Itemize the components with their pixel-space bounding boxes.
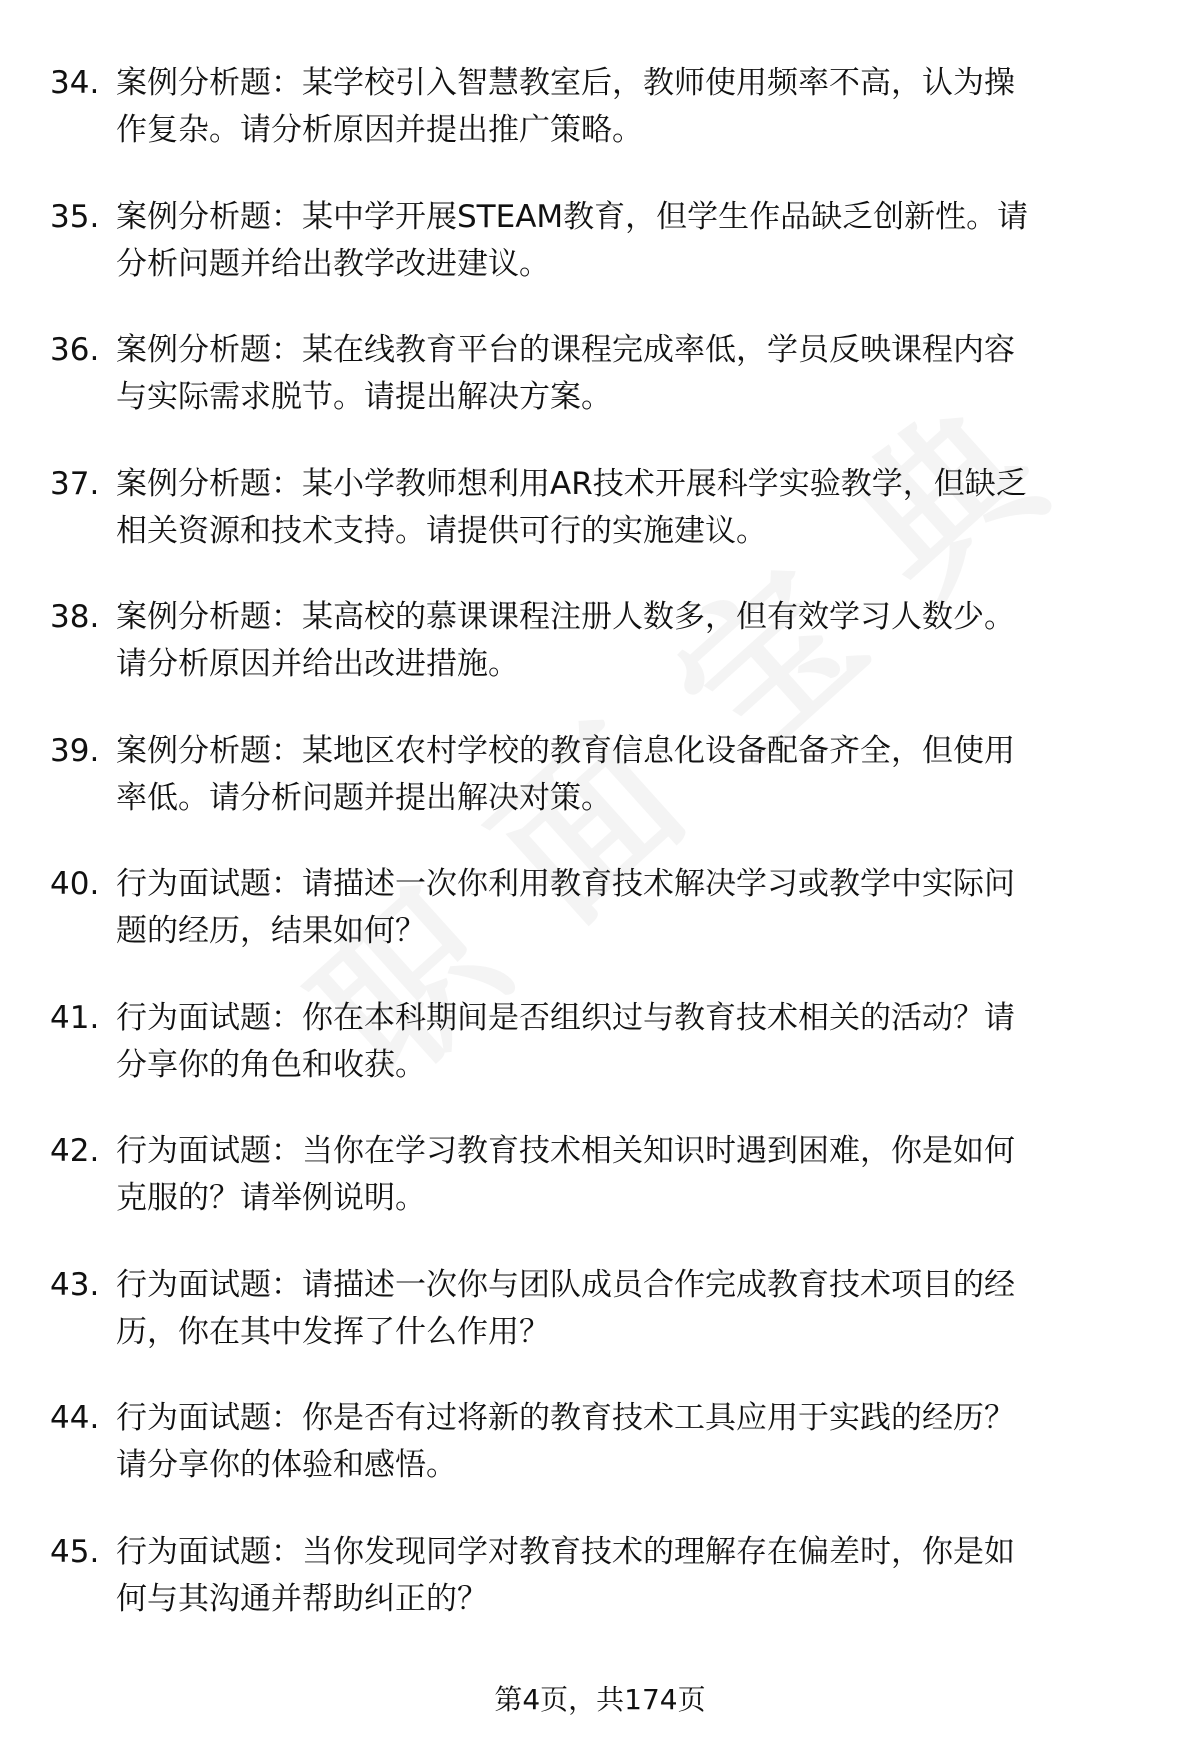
list-item: [0, 861, 1200, 995]
list-item: [0, 728, 1200, 862]
list-item: [0, 60, 1200, 194]
question-text: 案例分析题：某中学开展STEAM教育，但学生作品缺乏创新性。请分析问题并给出教学改进建议。: [116, 198, 1029, 282]
question-number: 44.: [50, 1400, 100, 1436]
question-number: 35.: [50, 198, 100, 235]
question-text: 行为面试题：你在本科期间是否组织过与教育技术相关的活动？请分享你的角色和收获。: [116, 999, 1015, 1083]
question-text: 案例分析题：某小学教师想利用AR技术开展科学实验教学，但缺乏相关资源和技术支持。请提供可行的实施建议。: [116, 465, 1027, 549]
list-item: [0, 1128, 1200, 1262]
question-text: 行为面试题：请描述一次你利用教育技术解决学习或教学中实际问题的经历，结果如何？: [116, 866, 1015, 949]
question-number: 37.: [50, 465, 100, 502]
question-number: 42.: [50, 1133, 100, 1169]
question-number: 36.: [50, 332, 100, 368]
question-text: 案例分析题：某地区农村学校的教育信息化设备配备齐全，但使用率低。请分析问题并提出解决对策。: [116, 732, 1015, 816]
list-item: [0, 995, 1200, 1129]
question-text: 行为面试题：当你发现同学对教育技术的理解存在偏差时，你是如何与其沟通并帮助纠正的？: [116, 1533, 1015, 1617]
question-text: 案例分析题：某学校引入智慧教室后，教师使用频率不高，认为操作复杂。请分析原因并提出推广策略。: [116, 65, 1015, 148]
list-item: [0, 461, 1200, 595]
question-text: 行为面试题：你是否有过将新的教育技术工具应用于实践的经历？请分享你的体验和感悟。: [116, 1400, 1015, 1483]
question-list: [0, 60, 1200, 1662]
question-number: 34.: [50, 65, 100, 101]
list-item: [0, 1395, 1200, 1529]
list-item: [0, 1262, 1200, 1396]
question-number: 43.: [50, 1266, 100, 1303]
question-number: 45.: [50, 1533, 100, 1570]
question-text: 行为面试题：当你在学习教育技术相关知识时遇到困难，你是如何克服的？请举例说明。: [116, 1133, 1015, 1216]
list-item: [0, 594, 1200, 728]
page-footer: [0, 1680, 1200, 1720]
list-item: [0, 327, 1200, 461]
page-number: 第4页，共174页: [494, 1683, 706, 1716]
question-number: 39.: [50, 732, 100, 769]
question-text: 行为面试题：请描述一次你与团队成员合作完成教育技术项目的经历，你在其中发挥了什么作用？: [116, 1266, 1015, 1350]
list-item: [0, 1529, 1200, 1663]
question-number: 41.: [50, 999, 100, 1036]
question-number: 38.: [50, 599, 100, 635]
question-text: 案例分析题：某高校的慕课课程注册人数多，但有效学习人数少。请分析原因并给出改进措施。: [116, 599, 1015, 682]
question-number: 40.: [50, 866, 100, 902]
question-text: 案例分析题：某在线教育平台的课程完成率低，学员反映课程内容与实际需求脱节。请提出解决方案。: [116, 332, 1015, 415]
list-item: [0, 194, 1200, 328]
